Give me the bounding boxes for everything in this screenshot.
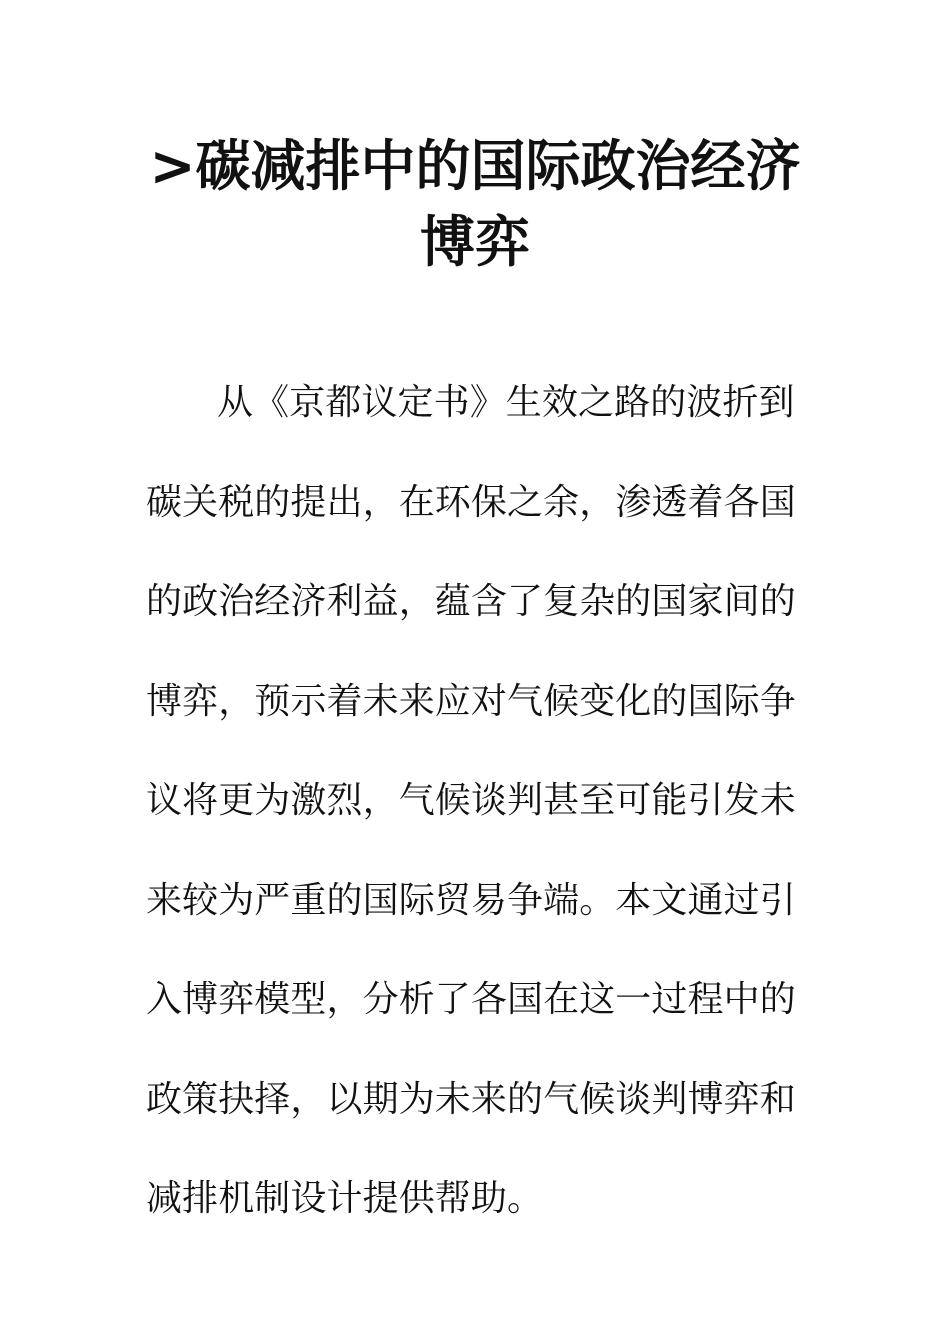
paragraph-line: 的政治经济利益，蕴含了复杂的国家间的 [146,581,796,622]
title-line: >碳减排中的国际政治经济 [149,134,801,198]
paragraph-line: 减排机制设计提供帮助。 [146,1178,544,1219]
paragraph-line: 入博弈模型，分析了各国在这一过程中的 [146,979,796,1020]
paragraph-line: 从《京都议定书》生效之路的波折到 [217,382,795,423]
document-title [140,128,810,280]
paragraph-line: 博弈，预示着未来应对气候变化的国际争 [146,680,796,722]
paragraph-line: 来较为严重的国际贸易争端。本文通过引 [146,879,796,921]
abstract-paragraph [146,370,816,1266]
paragraph-line: 政策抉择，以期为未来的气候谈判博弈和 [146,1078,796,1120]
paragraph-line: 议将更为激烈，气候谈判甚至可能引发未 [146,780,796,821]
title-line: 博弈 [419,210,530,274]
paragraph-line: 碳关税的提出，在环保之余，渗透着各国 [146,481,796,523]
